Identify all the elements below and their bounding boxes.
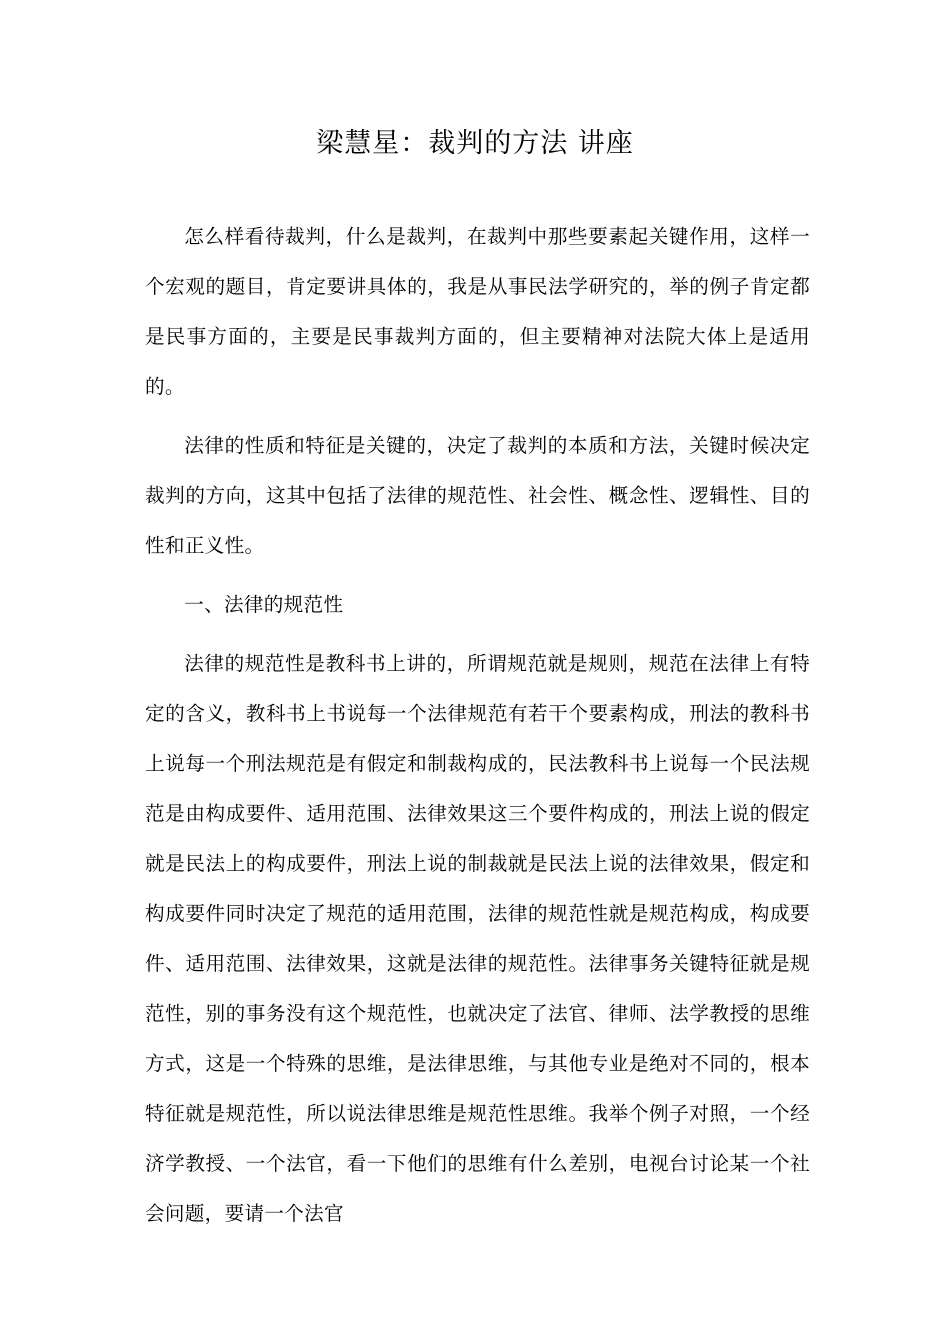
paragraph-normativity: 法律的规范性是教科书上讲的，所谓规范就是规则，规范在法律上有特定的含义，教科书上书说每一个法律规范有若干个要素构成，刑法的教科书上说每一个刑法规范是有假定和制裁构成的，民法教科书上说每一个民法规范是由构成要件、适用范围、法律效果这三个要件构成的，刑法上说的假定就是民法上的构成要件，刑法上说的制裁就是民法上说的法律效果，假定和构成要件同时决定了规范的适用范围，法律的规范性就是规范构成，构成要件、适用范围、法律效果，这就是法律的规范性。法律事务关键特征就是规范性，别的事务没有这个规范性，也就决定了法官、律师、法学教授的思维方式，这是一个特殊的思维，是法律思维，与其他专业是绝对不同的，根本特征就是规范性，所以说法律思维是规范性思维。我举个例子对照，一个经济学教授、一个法官，看一下他们的思维有什么差别，电视台讨论某一个社会问题，要请一个法官: [145, 652, 810, 1225]
paragraph-intro: 怎么样看待裁判，什么是裁判，在裁判中那些要素起关键作用，这样一个宏观的题目，肯定要讲具体的，我是从事民法学研究的，举的例子肯定都是民事方面的，主要是民事裁判方面的，但主要精神对法院大体上是适用的。: [145, 225, 810, 398]
document-body: [145, 212, 810, 1248]
document-title: 梁慧星：裁判的方法 讲座: [316, 128, 634, 159]
section-heading-normativity: 一、法律的规范性: [184, 593, 344, 616]
paragraph-nature-of-law: 法律的性质和特征是关键的，决定了裁判的本质和方法，关键时候决定裁判的方向，这其中包括了法律的规范性、社会性、概念性、逻辑性、目的性和正义性。: [145, 434, 810, 557]
